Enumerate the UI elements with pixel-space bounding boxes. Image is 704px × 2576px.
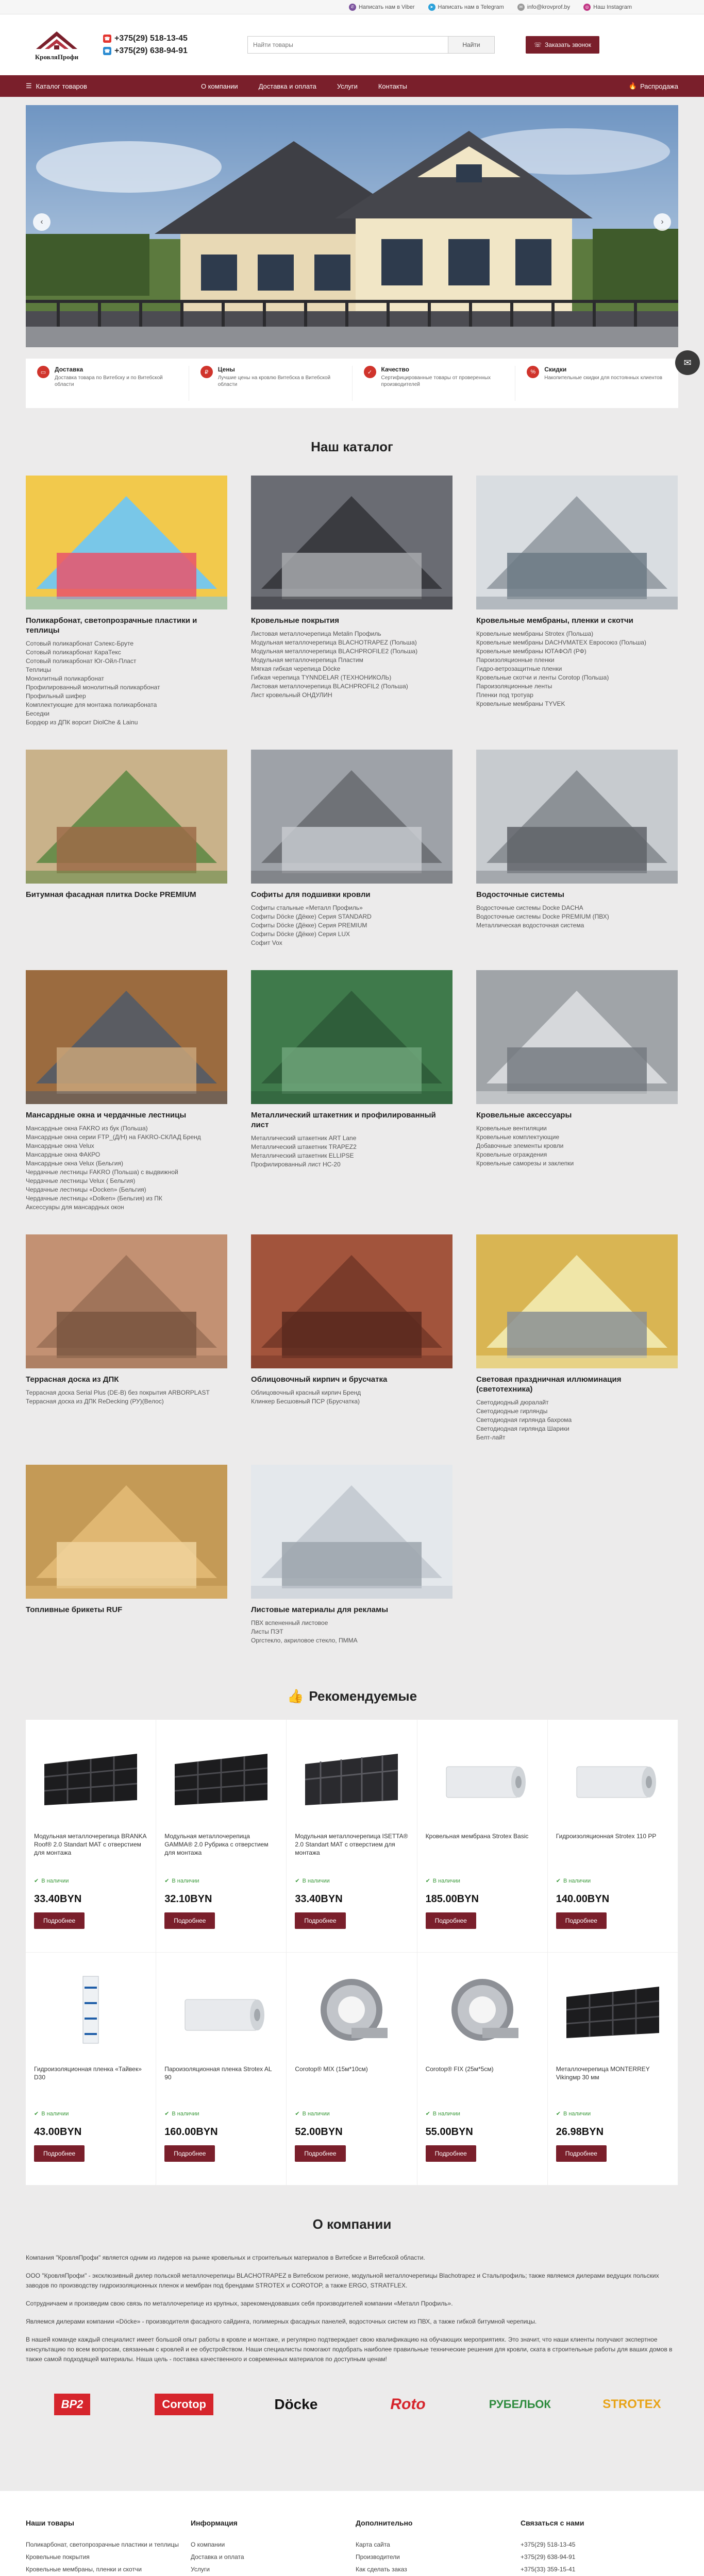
product-image[interactable] [556, 1961, 669, 2059]
thumbs-up-icon: 👍 [287, 1688, 304, 1704]
catalog-subitem[interactable]: Светодиодные гирлянды [476, 1408, 548, 1415]
product-card[interactable] [417, 1720, 548, 1953]
catalog-image-wrap[interactable] [251, 1465, 452, 1599]
product-name[interactable]: Гидроизоляционная пленка «Тайвек» D30 [34, 2065, 142, 2081]
mts-icon: ☎ [103, 35, 111, 43]
check-icon: ✔ [34, 2111, 39, 2117]
product-image[interactable] [556, 1728, 669, 1826]
catalog-item-image [251, 750, 452, 884]
feature-price: ₽ Цены Лучшие цены на кровлю Витебска в Витебской области [189, 366, 353, 401]
about-paragraph: Являемся дилерами компании «Döcke» - производителя фасадного сайдинга, полимерных фасадных панелей, водосточных систем из ПВХ, а также гибкой битумной черепицы. [26, 2318, 537, 2325]
catalog-item[interactable] [476, 1234, 678, 1442]
catalog-item-title[interactable]: Облицовочный кирпич и брусчатка [251, 1375, 388, 1384]
product-price: 32.10BYN [164, 1893, 212, 1905]
product-image[interactable] [426, 1961, 539, 2059]
catalog-subitem[interactable]: Софиты Döcke (Дёкке) Серия PREMIUM [251, 922, 367, 929]
catalog-subitem[interactable]: Кровельные мембраны DACHVMATEX Евросоюз (Польша) [476, 639, 646, 646]
catalog-image-wrap[interactable] [476, 1234, 678, 1368]
footer-product-link[interactable]: Кровельные мембраны, пленки и скотчи [26, 2566, 142, 2573]
catalog-item-title[interactable]: Световая праздничная иллюминация (светотехника) [476, 1375, 622, 1394]
product-card[interactable] [156, 1953, 287, 2185]
footer-product-link[interactable]: Кровельные покрытия [26, 2553, 90, 2561]
catalog-image-wrap[interactable] [251, 1234, 452, 1368]
catalog-item-image [26, 476, 227, 609]
catalog-subitem[interactable]: Гидро-ветрозащитные пленки [476, 665, 562, 672]
catalog-subitem[interactable]: Комплектующие для монтажа поликарбоната [26, 701, 157, 708]
nav-item-contacts[interactable]: Контакты [378, 82, 407, 90]
footer-contacts-column: Связаться с нами +375(29) 518-13-45 +375(29) 638-94-91 +375(33) 359-15-41 [521, 2517, 675, 2576]
nav-sale-link[interactable]: 🔥 Распродажа [628, 82, 678, 90]
catalog-subitem[interactable]: Листовая металлочерепица Metalin Профиль [251, 630, 381, 637]
catalog-subitem[interactable]: Светодиодная гирлянда бахрома [476, 1416, 572, 1423]
catalog-item-title[interactable]: Поликарбонат, светопрозрачные пластики и теплицы [26, 616, 197, 635]
product-details-button[interactable]: Подробнее [34, 1912, 85, 1929]
catalog-item-image [26, 1465, 227, 1599]
brand-logo-roto[interactable]: Roto [390, 2396, 426, 2413]
footer-info-column: Информация О компании Доставка и оплата Услуги [191, 2517, 356, 2576]
catalog-item-title[interactable]: Металлический штакетник и профилированный лист [251, 1111, 436, 1129]
catalog-item[interactable] [251, 970, 452, 1212]
catalog-subitem[interactable]: Террасная доска из ДПК ReDecking (РУ)(Велос) [26, 1398, 164, 1405]
footer-product-link[interactable]: Поликарбонат, светопрозрачные пластики и теплицы [26, 2541, 179, 2548]
email-link[interactable]: ✉ info@krovprof.by [517, 4, 570, 11]
footer-extra-link[interactable]: Производители [356, 2553, 400, 2561]
catalog-subitem[interactable]: Листы ПЭТ [251, 1628, 283, 1635]
search-form [247, 36, 495, 54]
feature-discount: % Скидки Накопительные скидки для постоянных клиентов [515, 366, 678, 401]
catalog-subitem[interactable]: Водосточные системы Docke DACHA [476, 904, 583, 911]
catalog-subitem[interactable]: Чердачные лестницы FAKRO (Польша) с выдвижной [26, 1168, 178, 1176]
product-image[interactable] [34, 1961, 147, 2059]
product-name[interactable]: Модульная металлочерепица GAMMA® 2.0 Рубрика с отверстием для монтажа [164, 1833, 269, 1856]
catalog-item-title[interactable]: Листовые материалы для рекламы [251, 1605, 389, 1614]
catalog-subitem[interactable]: Пароизоляционные пленки [476, 656, 555, 664]
product-details-button[interactable]: Подробнее [556, 2145, 607, 2162]
catalog-subitem[interactable]: Мансардные окна Velux (Бельгия) [26, 1160, 123, 1167]
header-phones [103, 32, 216, 57]
product-name[interactable]: Corotop® MIX (15м*10см) [295, 2065, 368, 2073]
catalog-image-wrap[interactable] [476, 970, 678, 1104]
brand-logo-corotop[interactable]: Corotop [138, 2389, 230, 2420]
product-name[interactable]: Металлочерепица MONTERREY Vikingмр 30 мм [556, 2065, 650, 2081]
topbar [0, 0, 704, 14]
catalog-item-image [476, 1234, 678, 1368]
product-stock: ✔ В наличии [425, 2110, 460, 2117]
catalog-item-image [251, 476, 452, 609]
catalog-item[interactable] [476, 476, 678, 727]
catalog-item[interactable] [251, 750, 452, 947]
a1-icon: ☎ [103, 47, 111, 55]
footer-products-column: Наши товары Поликарбонат, светопрозрачные пластики и теплицы Кровельные покрытия Кровельные мембраны, пленки и скотчи [26, 2517, 191, 2576]
catalog-subitem[interactable]: Пленки под тротуар [476, 691, 533, 699]
features-strip [26, 359, 678, 408]
product-name[interactable]: Corotop® FIX (25м*5см) [425, 2065, 494, 2073]
footer-extra-link[interactable]: Карта сайта [356, 2541, 390, 2548]
product-details-button[interactable]: Подробнее [426, 1912, 476, 1929]
catalog-item-title[interactable]: Мансардные окна и чердачные лестницы [26, 1111, 187, 1120]
product-details-button[interactable]: Подробнее [295, 2145, 345, 2162]
mail-icon: ✉ [517, 4, 525, 11]
phone-icon: ☏ [534, 41, 542, 48]
catalog-item[interactable] [251, 1465, 452, 1645]
footer-contact-link[interactable]: +375(33) 359-15-41 [521, 2566, 576, 2573]
catalog-subitem[interactable]: Сотовый поликарбонат Сэлекс-Бруте [26, 640, 134, 647]
catalog-subitem[interactable]: Кровельные мембраны Strotex (Польша) [476, 630, 594, 637]
catalog-image-wrap[interactable] [26, 970, 227, 1104]
catalog-item[interactable] [251, 1234, 452, 1442]
catalog-item-image [26, 1234, 227, 1368]
product-stock: ✔ В наличии [34, 1877, 69, 1884]
catalog-item[interactable] [251, 476, 452, 727]
product-image[interactable] [34, 1728, 147, 1826]
catalog-subitem[interactable]: Кровельные скотчи и ленты Corotop (Польша) [476, 674, 609, 681]
catalog-subitem[interactable]: Металлический штакетник ELLIPSE [251, 1152, 354, 1159]
catalog-subitem[interactable]: Чердачные лестницы «Dolken» (Бельгия) из ПК [26, 1195, 162, 1202]
catalog-subitem[interactable]: Сотовый поликарбонат КараТекс [26, 649, 121, 656]
main-nav [0, 75, 704, 97]
phone-link-1[interactable]: +375(29) 518-13-45 [114, 34, 188, 43]
product-details-button[interactable]: Подробнее [295, 1912, 345, 1929]
product-price: 43.00BYN [34, 2126, 82, 2138]
hero-next-button[interactable] [653, 213, 671, 231]
about-paragraph: В нашей команде каждый специалист имеет большой опыт работы в кровле и монтаже, и регулярно подтверждает свою квалификацию на обучающих мероприятиях. Это значит, что наши клиенты получают экспертное консультацию по всем вопросам, связанным с кровлей и ее обустройством. Наши специалисты помогают подобрать наиболее правильные технические решения для кровли, ската в строительные работы для ваших домов в также самой подходящей материалы. Наша цель - поставка качественного и современных материалов по доступным ценам! [26, 2336, 673, 2363]
catalog-subitem[interactable]: Бордюр из ДПК ворсит DiolChe & Lainu [26, 719, 138, 726]
product-price: 52.00BYN [295, 2126, 343, 2138]
catalog-item-image [251, 970, 452, 1104]
instagram-link[interactable]: ◎ Наш Instagram [583, 4, 632, 11]
check-icon: ✔ [295, 1878, 300, 1884]
catalog-subitem[interactable]: Беседки [26, 710, 49, 717]
hero-prev-button[interactable] [33, 213, 51, 231]
product-price: 185.00BYN [425, 1893, 479, 1905]
catalog-subitem[interactable]: Модульная металлочерепица BLACHOTRAPEZ (Польша) [251, 639, 417, 646]
footer-info-link[interactable]: Доставка и оплата [191, 2553, 244, 2561]
check-icon: ✔ [556, 1878, 561, 1884]
catalog-item-title[interactable]: Террасная доска из ДПК [26, 1375, 119, 1384]
catalog-subitem[interactable]: Чердачные лестницы «Docken» (Бельгия) [26, 1186, 146, 1193]
product-card[interactable] [548, 1953, 678, 2185]
catalog-subitem[interactable]: Террасная доска Serial Рlus (DE-B) без покрытия ARBORPLAST [26, 1389, 210, 1396]
catalog-item-image [251, 1234, 452, 1368]
product-stock: ✔ В наличии [556, 1877, 591, 1884]
brands-strip [26, 2380, 678, 2429]
hamburger-icon: ☰ [26, 82, 32, 90]
check-icon: ✔ [295, 2111, 300, 2117]
product-card[interactable] [287, 1953, 417, 2185]
catalog-subitem[interactable]: Облицовочный красный кирпич Бренд [251, 1389, 361, 1396]
hero-banner [26, 105, 678, 347]
about-paragraph: Сотрудничаем и произведим свою связь по металлочерепице из крупных, зарекомендовавших себя производителей компании «Металл Профиль». [26, 2300, 453, 2307]
nav-item-about[interactable]: О компании [201, 82, 238, 90]
catalog-subitem[interactable]: Профильный шифер [26, 692, 86, 700]
callback-button[interactable]: ☏ Заказать звонок [526, 36, 599, 54]
product-price: 26.98BYN [556, 2126, 604, 2138]
catalog-subitem[interactable]: Кровельные вентиляции [476, 1125, 547, 1132]
about-title: О компании [312, 2216, 392, 2232]
product-card[interactable] [417, 1953, 548, 2185]
catalog-subitem[interactable]: Мансардные окна FAKRO из бук (Польша) [26, 1125, 148, 1132]
footer-contact-link[interactable]: +375(29) 518-13-45 [521, 2541, 576, 2548]
catalog-subitem[interactable]: Монолитный поликарбонат [26, 675, 104, 682]
product-price: 140.00BYN [556, 1893, 610, 1905]
check-icon: ✔ [425, 1878, 430, 1884]
viber-link[interactable]: ✆ Написать нам в Viber [349, 4, 415, 11]
product-card[interactable] [156, 1720, 287, 1953]
product-details-button[interactable]: Подробнее [556, 1912, 607, 1929]
check-icon: ✔ [164, 1878, 170, 1884]
about-section [26, 2216, 678, 2364]
catalog-subitem[interactable]: Клинкер Бесшовный ПСР (Брусчатка) [251, 1398, 360, 1405]
catalog-item-title[interactable]: Кровельные покрытия [251, 616, 339, 625]
catalog-subitem[interactable]: Кровельные мембраны ЮТАФОЛ (РФ) [476, 648, 586, 655]
catalog-subitem[interactable]: Кровельные комплектующие [476, 1133, 560, 1141]
product-card[interactable] [548, 1720, 678, 1953]
nav-item-services[interactable]: Услуги [337, 82, 358, 90]
catalog-subitem[interactable]: Кровельные саморезы и заклепки [476, 1160, 574, 1167]
product-details-button[interactable]: Подробнее [164, 1912, 215, 1929]
catalog-subitem[interactable]: Кровельные ограждения [476, 1151, 547, 1158]
catalog-item-image [26, 970, 227, 1104]
catalog-item-image [476, 970, 678, 1104]
catalog-image-wrap[interactable] [251, 750, 452, 884]
catalog-subitem[interactable]: Светодиодная гирлянда Шарики [476, 1425, 569, 1432]
catalog-subitem[interactable]: Металлический штакетник ART Lane [251, 1134, 357, 1142]
product-image[interactable] [426, 1728, 539, 1826]
footer-info-link[interactable]: О компании [191, 2541, 225, 2548]
catalog-title: Наш каталог [311, 439, 393, 454]
catalog-subitem[interactable]: Мансардные окна Velux [26, 1142, 94, 1149]
catalog-item-title[interactable]: Битумная фасадная плитка Docke PREMIUM [26, 890, 196, 899]
product-price: 33.40BYN [34, 1893, 82, 1905]
about-paragraph: Компания "КровляПрофи" является одним из лидеров на рынке кровельных и строительных материалов в Витебске и Витебской области. [26, 2254, 425, 2261]
recommended-header: 👍 Рекомендуемые [287, 1688, 417, 1704]
product-name[interactable]: Кровельная мембрана Strotex Basic [425, 1833, 529, 1840]
footer-extra-column: Дополнительно Карта сайта Производители Как сделать заказ [356, 2517, 521, 2576]
catalog-item-title[interactable]: Кровельные аксессуары [476, 1111, 572, 1120]
check-icon: ✔ [556, 2111, 561, 2117]
catalog-subitem[interactable]: Водосточные системы Docke PREMIUM (ПВХ) [476, 913, 609, 920]
product-price: 160.00BYN [164, 2126, 218, 2138]
telegram-icon: ➤ [428, 4, 435, 11]
catalog-subitem[interactable]: Модульная металлочерепица Пластим [251, 656, 363, 664]
catalog-item[interactable] [26, 1465, 227, 1645]
product-stock: ✔ В наличии [295, 1877, 330, 1884]
discount-icon: % [527, 366, 539, 378]
product-stock: ✔ В наличии [556, 2110, 591, 2117]
fire-icon: 🔥 [628, 82, 638, 90]
truck-icon: ▭ [37, 366, 49, 378]
catalog-subitem[interactable]: Металлическая водосточная система [476, 922, 584, 929]
phone-link-2[interactable]: +375(29) 638-94-91 [114, 46, 188, 55]
catalog-subitem[interactable]: Добавочные элементы кровли [476, 1142, 564, 1149]
catalog-subitem[interactable]: Оргстекло, акриловое стекло, ПММА [251, 1637, 358, 1644]
catalog-subitem[interactable]: Металлический штакетник TRAPEZ2 [251, 1143, 357, 1150]
catalog-image-wrap[interactable] [26, 1465, 227, 1599]
catalog-subitem[interactable]: Теплицы [26, 666, 52, 673]
product-details-button[interactable]: Подробнее [34, 2145, 85, 2162]
viber-icon: ✆ [349, 4, 356, 11]
catalog-item-image [476, 476, 678, 609]
catalog-item[interactable] [476, 750, 678, 947]
hero-house-image [26, 105, 678, 347]
catalog-item[interactable] [476, 970, 678, 1212]
brand-logo-bp2[interactable]: BP2 [26, 2389, 119, 2420]
product-image[interactable] [295, 1961, 408, 2059]
product-image[interactable] [164, 1728, 278, 1826]
product-card[interactable] [26, 1953, 156, 2185]
logo[interactable]: КровляПрофи [26, 26, 88, 63]
catalog-subitem[interactable]: Аксессуары для мансардных окон [26, 1204, 124, 1211]
logo-roof-icon [33, 28, 80, 52]
catalog-item[interactable] [26, 750, 227, 947]
catalog-subitem[interactable]: Сотовый поликарбонат Юг-Ойл-Пласт [26, 657, 137, 665]
product-stock: ✔ В наличии [295, 2110, 330, 2117]
brand-logo-strotex[interactable]: STROTEX [602, 2397, 661, 2411]
catalog-image-wrap[interactable] [26, 476, 227, 609]
footer-info-link[interactable]: Услуги [191, 2566, 210, 2573]
feature-quality: ✓ Качество Сертифицированные товары от проверенных производителей [353, 366, 516, 401]
catalog-subitem[interactable]: Софиты Döcke (Дёкке) Серия STANDARD [251, 913, 372, 920]
footer [0, 2491, 704, 2576]
check-icon: ✔ [34, 1878, 39, 1884]
product-stock: ✔ В наличии [164, 1877, 199, 1884]
nav-item-delivery[interactable]: Доставка и оплата [258, 82, 316, 90]
catalog-subitem[interactable]: Профилированный лист НС-20 [251, 1161, 341, 1168]
catalog-item-image [476, 750, 678, 884]
catalog-menu-button[interactable]: ☰ Каталог товаров [26, 82, 87, 90]
product-details-button[interactable]: Подробнее [164, 2145, 215, 2162]
catalog-image-wrap[interactable] [476, 476, 678, 609]
catalog-subitem[interactable]: Профилированный монолитный поликарбонат [26, 684, 160, 691]
chat-float-button[interactable] [675, 350, 700, 375]
catalog-subitem[interactable]: Мягкая гибкая черепица Döcke [251, 665, 341, 672]
product-card[interactable] [287, 1720, 417, 1953]
product-name[interactable]: Модульная металлочерепица BRANKA Roof® 2.0 Standart МАТ с отверстием для монтажа [34, 1833, 146, 1856]
catalog-item-title[interactable]: Топливные брикеты RUF [26, 1605, 123, 1614]
product-stock: ✔ В наличии [34, 2110, 69, 2117]
quality-icon: ✓ [364, 366, 376, 378]
catalog-subitem[interactable]: Модульная металлочерепица BLACHPROFILE2 (Польша) [251, 648, 418, 655]
catalog-subitem[interactable]: Кровельные мембраны TYVEK [476, 700, 565, 707]
telegram-link[interactable]: ➤ Написать нам в Telegram [428, 4, 504, 11]
product-image[interactable] [295, 1728, 408, 1826]
catalog-subitem[interactable]: Пароизоляционные ленты [476, 683, 552, 690]
catalog-item[interactable] [26, 970, 227, 1212]
chevron-right-icon: › [661, 217, 664, 226]
search-input[interactable] [247, 36, 448, 54]
chat-icon: ✉ [683, 357, 692, 368]
catalog-subitem[interactable]: Гибкая черепица TYNNDELAR (ТЕХНОНИКОЛЬ) [251, 674, 392, 681]
product-details-button[interactable]: Подробнее [426, 2145, 476, 2162]
instagram-icon: ◎ [583, 4, 591, 11]
product-stock: ✔ В наличии [164, 2110, 199, 2117]
product-grid [26, 1720, 678, 2185]
feature-delivery: ▭ Доставка Доставка товара по Витебску и по Витебской области [26, 366, 189, 401]
catalog-subitem[interactable]: Листовая металлочерепица BLACHPROFIL2 (Польша) [251, 683, 408, 690]
catalog-subitem[interactable]: Софиты Döcke (Дёкке) Серия LUX [251, 930, 350, 938]
catalog-subitem[interactable]: Софиты стальные «Металл Профиль» [251, 904, 363, 911]
footer-extra-link[interactable]: Как сделать заказ [356, 2566, 407, 2573]
catalog-item[interactable] [26, 1234, 227, 1442]
catalog-subitem[interactable]: Лист кровельный ОНДУЛИН [251, 691, 332, 699]
about-paragraph: ООО "КровляПрофи" - эксклюзивный дилер польской металлочерепицы BLACHOTRAPEZ в Витебском регионе, модульной металлочерепицы Blachotrapez и Стальпрофиль; также являемся дилерами ведущих польских заводов по производству гидроизоляционных пленок и мембран под брендами STROTEX и COROTOP, а также ERGO, STRATFLEX. [26, 2272, 659, 2289]
catalog-item[interactable] [26, 476, 227, 727]
catalog-image-wrap[interactable] [476, 750, 678, 884]
catalog-subitem[interactable]: ПВХ вспененный листовое [251, 1619, 328, 1626]
catalog-subitem[interactable]: Белт-лайт [476, 1434, 506, 1441]
product-name[interactable]: Модульная металлочерепица ISETTA® 2.0 Standart МАТ с отверстием для монтажа [295, 1833, 408, 1856]
product-card[interactable] [26, 1720, 156, 1953]
catalog-subitem[interactable]: Светодиодный дюралайт [476, 1399, 549, 1406]
price-icon: ₽ [200, 366, 213, 378]
catalog-image-wrap[interactable] [251, 970, 452, 1104]
catalog-item-image [26, 750, 227, 884]
product-stock: ✔ В наличии [425, 1877, 460, 1884]
product-image[interactable] [164, 1961, 278, 2059]
brand-logo-rubelok[interactable]: РУБЕЛЬОК [489, 2398, 551, 2411]
footer-contact-link[interactable]: +375(29) 638-94-91 [521, 2553, 576, 2561]
catalog-image-wrap[interactable] [26, 1234, 227, 1368]
header [0, 14, 704, 75]
product-name[interactable]: Пароизоляционная пленка Strotex AL 90 [164, 2065, 272, 2081]
check-icon: ✔ [164, 2111, 170, 2117]
catalog-grid [26, 476, 678, 1668]
product-name[interactable]: Гидроизоляционная Strotex 110 PP [556, 1833, 657, 1840]
catalog-item-image [251, 1465, 452, 1599]
product-price: 55.00BYN [425, 2126, 473, 2138]
catalog-subitem[interactable]: Софит Vox [251, 939, 282, 946]
catalog-subitem[interactable]: Чердачные лестницы Velux ( Бельгия) [26, 1177, 136, 1184]
nav-items [201, 82, 407, 90]
product-price: 33.40BYN [295, 1893, 343, 1905]
catalog-item-title[interactable]: Водосточные системы [476, 890, 564, 899]
catalog-image-wrap[interactable] [251, 476, 452, 609]
search-button[interactable]: Найти [448, 36, 495, 54]
catalog-item-title[interactable]: Софиты для подшивки кровли [251, 890, 371, 899]
catalog-subitem[interactable]: Мансардные окна ФАКРО [26, 1151, 100, 1158]
brand-logo-docke[interactable]: Döcke [274, 2396, 318, 2412]
catalog-image-wrap[interactable] [26, 750, 227, 884]
catalog-item-title[interactable]: Кровельные мембраны, пленки и скотчи [476, 616, 633, 625]
check-icon: ✔ [425, 2111, 430, 2117]
catalog-subitem[interactable]: Мансардные окна серии FTP_(Д/Н) на FAKRO-СКЛАД Бренд [26, 1133, 201, 1141]
chevron-left-icon: ‹ [40, 217, 43, 226]
